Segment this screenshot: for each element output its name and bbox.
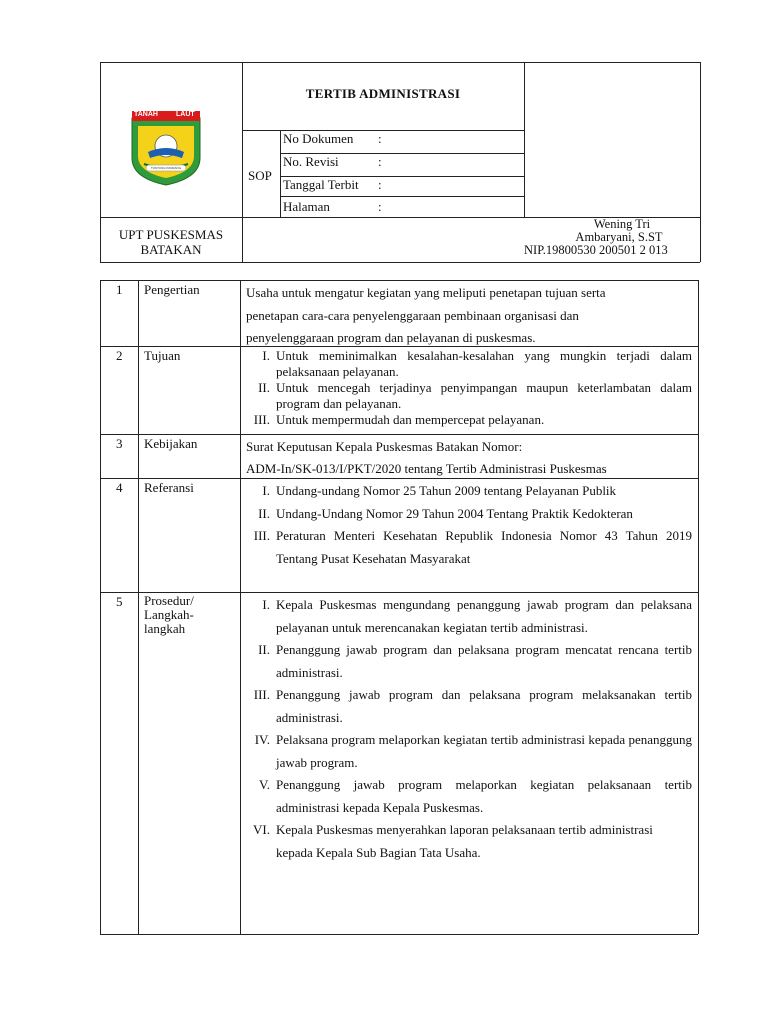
item-number: I. (262, 597, 270, 612)
item-text: Penanggung jawab program dan pelaksana program mencatat rencana tertib administrasi. (276, 642, 692, 680)
item-number: II. (258, 380, 270, 395)
item-number: III. (253, 412, 270, 427)
list-item (242, 774, 692, 819)
text-line: Usaha untuk mengatur kegiatan yang meliputi penetapan tujuan serta (246, 285, 606, 300)
meta-sep: : (378, 131, 382, 146)
item-number: III. (253, 687, 270, 702)
document-title: TERTIB ADMINISTRASI (305, 86, 461, 101)
text-line: Surat Keputusan Kepala Puskesmas Batakan Nomor: (246, 439, 523, 454)
meta-label: Halaman (283, 199, 330, 214)
row-label: Kebijakan (144, 436, 198, 451)
meta-label: No. Revisi (283, 154, 339, 169)
signer-nip: NIP.19800530 200501 2 013 (524, 243, 668, 257)
item-text: Peraturan Menteri Kesehatan Republik Indonesia Nomor 43 Tahun 2019 Tentang Pusat Kesehatan Masyarakat (276, 528, 692, 566)
item-text: Pelaksana program melaporkan kegiatan tertib administrasi kepada penanggung jawab program. (276, 732, 692, 770)
row-label: Pengertian (144, 282, 200, 297)
item-text: Kepala Puskesmas menyerahkan laporan pelaksanaan tertib administrasi kepada Kepala Sub Bagian Tata Usaha. (276, 822, 653, 860)
prosedur-list (242, 594, 692, 864)
text-line: ADM-In/SK-013/I/PKT/2020 tentang Tertib Administrasi Puskesmas (246, 461, 607, 476)
row-number: 4 (116, 480, 123, 495)
meta-label: Tanggal Terbit (283, 177, 359, 192)
list-item (242, 480, 692, 503)
label-line: Langkah- (144, 607, 194, 622)
label-line: langkah (144, 621, 186, 636)
sop-label: SOP (248, 168, 272, 183)
row-label (144, 594, 194, 636)
item-number: I. (262, 483, 270, 498)
meta-label: No Dokumen (283, 131, 354, 146)
unit-line-1: UPT PUSKESMAS (118, 227, 224, 242)
item-number: VI. (253, 822, 270, 837)
row-content (246, 436, 694, 480)
item-text: Undang-undang Nomor 25 Tahun 2009 tentang Pelayanan Publik (276, 483, 617, 498)
row-number: 5 (116, 594, 123, 609)
row-content (246, 282, 694, 350)
row-label: Tujuan (144, 348, 181, 363)
list-item (242, 525, 692, 570)
item-text: Penanggung jawab program dan pelaksana program melaksanakan tertib administrasi. (276, 687, 692, 725)
list-item (242, 503, 692, 526)
item-number: IV. (254, 732, 270, 747)
text-line: penetapan cara-cara penyelenggaraan pembinaan organisasi dan (246, 307, 579, 323)
list-item (242, 729, 692, 774)
item-text: Undang-Undang Nomor 29 Tahun 2004 Tentang Praktik Kedokteran (276, 505, 633, 521)
item-number: III. (253, 528, 270, 543)
item-number: II. (258, 642, 270, 657)
item-text: Untuk meminimalkan kesalahan-kesalahan yang mungkin terjadi dalam pelaksanaan pelayanan. (276, 348, 692, 379)
meta-sep: : (378, 199, 382, 214)
logo-label-left: TANAH (134, 111, 158, 118)
row-number: 2 (116, 348, 123, 363)
text-line: penyelenggaraan program dan pelayanan di puskesmas. (246, 330, 536, 345)
list-item (242, 594, 692, 639)
item-number: II. (258, 505, 270, 521)
meta-sep: : (378, 177, 382, 192)
item-text: Untuk mempermudah dan mempercepat pelayanan. (276, 412, 545, 427)
logo-motto: TUNTUNG PANDANG (150, 166, 182, 170)
list-item (242, 348, 692, 380)
referansi-list (242, 480, 692, 570)
signer-line-1: Wening Tri (593, 217, 651, 231)
item-number: V. (259, 777, 270, 792)
list-item (242, 819, 692, 864)
item-text: Untuk mencegah terjadinya penyimpangan maupun keterlambatan dalam program dan pelayanan. (276, 380, 692, 411)
row-number: 3 (116, 436, 123, 451)
item-text: Penanggung jawab program melaporkan kegiatan pelaksanaan tertib administrasi kepada Kepala Puskesmas. (276, 777, 692, 815)
list-item (242, 684, 692, 729)
unit-line-2: BATAKAN (140, 242, 202, 257)
meta-sep: : (378, 154, 382, 169)
item-number: I. (262, 348, 270, 363)
list-item (242, 639, 692, 684)
list-item (242, 380, 692, 412)
row-number: 1 (116, 282, 123, 297)
tujuan-list (242, 348, 692, 428)
item-text: Kepala Puskesmas mengundang penanggung jawab program dan pelaksana pelayanan untuk merencanakan kegiatan tertib administrasi. (276, 597, 692, 635)
signer-line-2: Ambaryani, S.ST (575, 230, 663, 244)
label-line: Prosedur/ (144, 593, 194, 608)
logo-label-right: LAUT (176, 111, 195, 118)
row-label: Referansi (144, 480, 194, 495)
list-item (242, 412, 692, 428)
